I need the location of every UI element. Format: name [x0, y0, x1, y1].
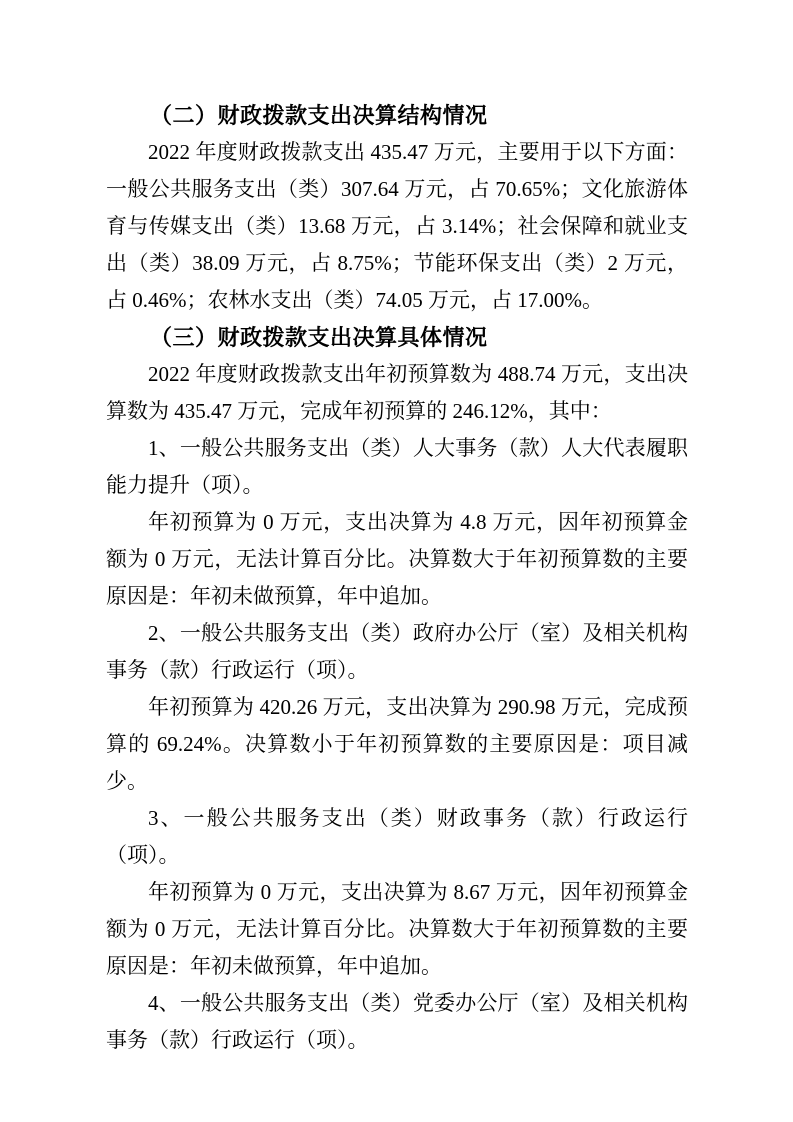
body-paragraph: 年初预算为 420.26 万元，支出决算为 290.98 万元，完成预算的 69.24%。决算数小于年初预算数的主要原因是：项目减少。 — [106, 695, 688, 793]
body-paragraph: 年初预算为 0 万元，支出决算为 8.67 万元，因年初预算金额为 0 万元，无法计算百分比。决算数大于年初预算数的主要原因是：年初未做预算，年中追加。 — [106, 880, 688, 978]
section-heading: （三）财政拨款支出决算具体情况 — [150, 325, 488, 350]
body-paragraph: 4、一般公共服务支出（类）党委办公厅（室）及相关机构事务（款）行政运行（项）。 — [106, 991, 688, 1052]
body-paragraph: 2022 年度财政拨款支出年初预算数为 488.74 万元，支出决算数为 435.47 万元，完成年初预算的 246.12%，其中： — [106, 362, 688, 423]
body-paragraph: 2022 年度财政拨款支出 435.47 万元，主要用于以下方面：一般公共服务支出（类）307.64 万元，占 70.65%；文化旅游体育与传媒支出（类）13.68 万元，占 3.14%；社会保障和就业支出（类）38.09 万元，占 8.75%；节能环保支出（类）2 万元，占 0.46%；农林水支出（类）74.05 万元，占 17.00%。 — [106, 140, 688, 312]
body-paragraph: 2、一般公共服务支出（类）政府办公厅（室）及相关机构事务（款）行政运行（项）。 — [106, 621, 688, 682]
body-paragraph: 3、一般公共服务支出（类）财政事务（款）行政运行（项）。 — [106, 806, 688, 867]
body-paragraph: 1、一般公共服务支出（类）人大事务（款）人大代表履职能力提升（项）。 — [106, 436, 688, 497]
section-heading: （二）财政拨款支出决算结构情况 — [150, 103, 488, 128]
body-paragraph: 年初预算为 0 万元，支出决算为 4.8 万元，因年初预算金额为 0 万元，无法计算百分比。决算数大于年初预算数的主要原因是：年初未做预算，年中追加。 — [106, 510, 688, 608]
